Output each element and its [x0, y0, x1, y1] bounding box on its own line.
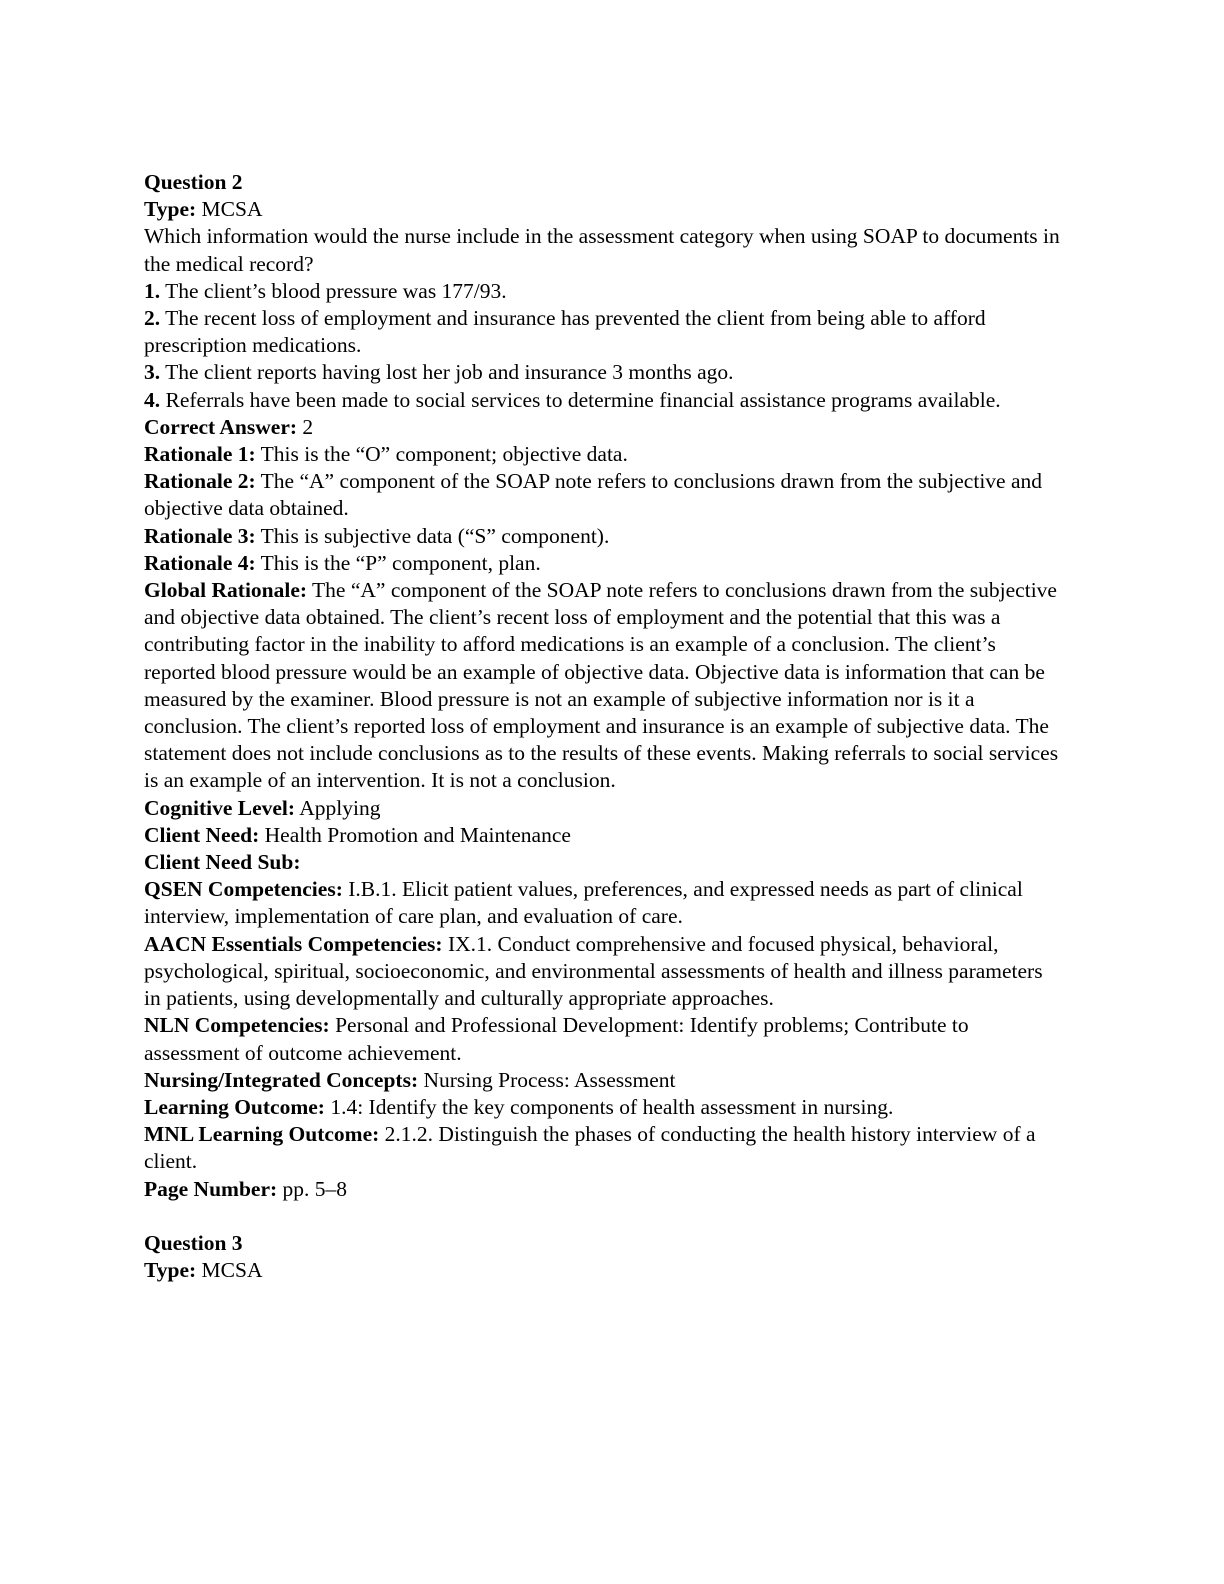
- meta-text: 2.1.2. Distinguish the phases of conducting the health history interview of a client.: [144, 1122, 1036, 1174]
- rationale-3: [144, 523, 1064, 550]
- global-rationale-text: The “A” component of the SOAP note refers to conclusions drawn from the subjective and objective data obtained. The client’s recent loss of employment and the potential that this was a contributing factor in the inability to afford medications is an example of a conclusion. The client’s reported blood pressure would be an example of objective data. Objective data is information that can be measured by the examiner. Blood pressure is not an example of subjective information nor is it a conclusion. The client’s reported loss of employment and insurance is an example of subjective data. The statement does not include conclusions as to the results of these events. Making referrals to social services is an example of an intervention. It is not a conclusion.: [144, 578, 1059, 793]
- option-2: [144, 305, 1064, 359]
- meta-text: Personal and Professional Development: Identify problems; Contribute to assessment of outcome achievement.: [144, 1013, 969, 1065]
- meta-qsen: [144, 876, 1064, 930]
- meta-nln: [144, 1012, 1064, 1066]
- global-rationale: [144, 577, 1064, 795]
- option-3: [144, 359, 1064, 386]
- meta-client-need-sub: [144, 849, 1064, 876]
- meta-cognitive-level: [144, 795, 1064, 822]
- meta-label: Page Number:: [144, 1176, 278, 1201]
- document-page: [144, 169, 1064, 1284]
- global-rationale-label: Global Rationale:: [144, 578, 308, 603]
- section-spacer: [144, 1203, 1064, 1230]
- meta-label: MNL Learning Outcome:: [144, 1122, 380, 1147]
- meta-page-number: [144, 1176, 1064, 1203]
- meta-text: 1.4: Identify the key components of health assessment in nursing.: [324, 1094, 894, 1119]
- rationale-2: [144, 468, 1064, 522]
- correct-answer: [144, 414, 1064, 441]
- question-2-type: [144, 196, 1064, 223]
- meta-text: pp. 5–8: [277, 1176, 348, 1201]
- meta-label: Client Need Sub:: [144, 850, 301, 875]
- rationale-4: [144, 550, 1064, 577]
- meta-text: Nursing Process: Assessment: [418, 1067, 676, 1092]
- rationale-label: Rationale 2:: [144, 469, 256, 494]
- rationale-text: This is the “O” component; objective data.: [255, 442, 628, 467]
- type-value: MCSA: [196, 197, 263, 222]
- meta-mnl-learning-outcome: [144, 1121, 1064, 1175]
- rationale-text: This is the “P” component, plan.: [255, 550, 541, 575]
- type-label: Type:: [144, 197, 197, 222]
- meta-text: Health Promotion and Maintenance: [259, 822, 571, 847]
- meta-label: QSEN Competencies:: [144, 877, 343, 902]
- meta-text: Applying: [295, 795, 381, 820]
- meta-label: NLN Competencies:: [144, 1013, 330, 1038]
- rationale-1: [144, 441, 1064, 468]
- rationale-label: Rationale 4:: [144, 550, 256, 575]
- option-text: The client’s blood pressure was 177/93.: [160, 278, 507, 303]
- meta-label: Learning Outcome:: [144, 1094, 325, 1119]
- meta-label: Cognitive Level:: [144, 795, 296, 820]
- type-value: MCSA: [196, 1258, 263, 1283]
- meta-text: IX.1. Conduct comprehensive and focused physical, behavioral, psychological, spiritual, socioeconomic, and environmental assessments of health and illness parameters in patients, using developmentally and culturally appropriate approaches.: [144, 931, 1043, 1011]
- meta-learning-outcome: [144, 1094, 1064, 1121]
- meta-label: Nursing/Integrated Concepts:: [144, 1067, 419, 1092]
- meta-client-need: [144, 822, 1064, 849]
- meta-aacn: [144, 931, 1064, 1013]
- meta-label: AACN Essentials Competencies:: [144, 931, 443, 956]
- option-text: Referrals have been made to social services to determine financial assistance programs available.: [160, 387, 1001, 412]
- type-label: Type:: [144, 1258, 197, 1283]
- option-text: The recent loss of employment and insurance has prevented the client from being able to afford prescription medications.: [144, 306, 986, 358]
- rationale-label: Rationale 3:: [144, 523, 256, 548]
- rationale-label: Rationale 1:: [144, 442, 256, 467]
- question-3-type: [144, 1257, 1064, 1284]
- option-4: [144, 387, 1064, 414]
- correct-answer-value: 2: [297, 414, 314, 439]
- rationale-text: This is subjective data (“S” component).: [255, 523, 610, 548]
- option-1: [144, 278, 1064, 305]
- option-number: 3.: [144, 360, 161, 385]
- meta-text: I.B.1. Elicit patient values, preferences, and expressed needs as part of clinical interview, implementation of care plan, and evaluation of care.: [144, 877, 1023, 929]
- option-number: 4.: [144, 387, 161, 412]
- question-3-heading: Question 3: [144, 1230, 243, 1255]
- option-number: 2.: [144, 306, 161, 331]
- meta-nursing-concepts: [144, 1067, 1064, 1094]
- option-number: 1.: [144, 278, 161, 303]
- rationale-text: The “A” component of the SOAP note refers to conclusions drawn from the subjective and objective data obtained.: [144, 469, 1043, 521]
- correct-answer-label: Correct Answer:: [144, 414, 298, 439]
- question-2-heading: Question 2: [144, 170, 243, 194]
- meta-label: Client Need:: [144, 822, 260, 847]
- question-2-stem: Which information would the nurse include in the assessment category when using SOAP to documents in the medical record?: [144, 224, 1060, 276]
- option-text: The client reports having lost her job and insurance 3 months ago.: [160, 360, 734, 385]
